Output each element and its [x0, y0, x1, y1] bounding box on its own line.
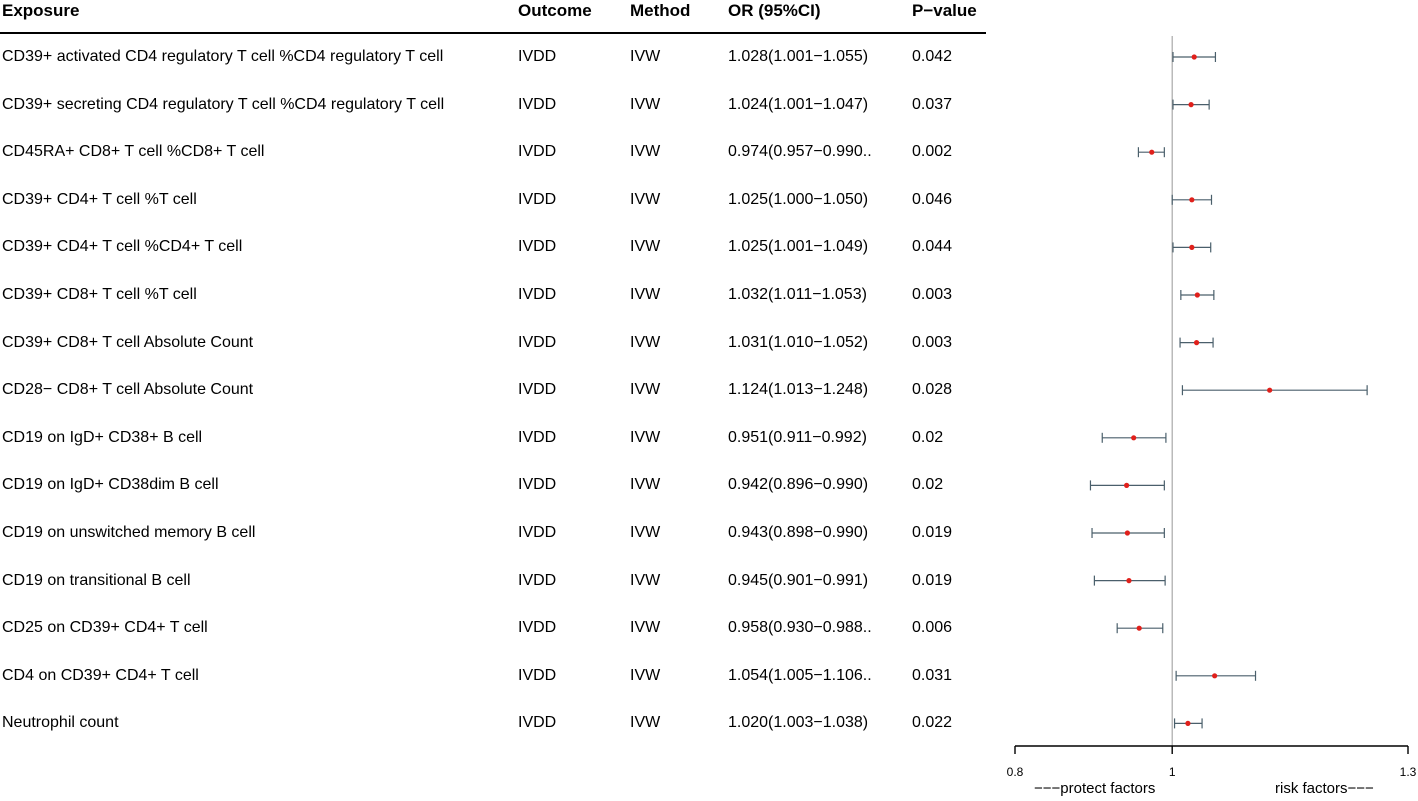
exposure-cell: CD39+ CD8+ T cell Absolute Count	[2, 333, 254, 351]
x-axis-tick-label: 1.3	[1399, 765, 1417, 779]
p-value-cell: 0.003	[912, 333, 953, 351]
header-exposure: Exposure	[2, 1, 80, 20]
or-point	[1212, 673, 1217, 678]
or-ci-cell: 1.020(1.003−1.038)	[728, 714, 869, 732]
p-value-cell: 0.002	[912, 143, 953, 161]
header-p-value: P−value	[912, 1, 977, 20]
p-value-cell: 0.037	[912, 95, 953, 113]
outcome-cell: IVDD	[518, 666, 557, 684]
exposure-cell: CD39+ CD4+ T cell %T cell	[2, 190, 197, 208]
or-point	[1192, 54, 1197, 59]
or-point	[1126, 578, 1131, 583]
header-outcome: Outcome	[518, 1, 592, 20]
method-cell: IVW	[630, 95, 661, 113]
or-point	[1149, 150, 1154, 155]
method-cell: IVW	[630, 428, 661, 446]
or-point	[1195, 292, 1200, 297]
header-method: Method	[630, 1, 691, 20]
outcome-cell: IVDD	[518, 333, 557, 351]
exposure-cell: CD39+ activated CD4 regulatory T cell %CD4 regulatory T cell	[2, 48, 444, 65]
or-ci-cell: 0.958(0.930−0.988..	[728, 619, 872, 637]
exposure-cell: CD39+ secreting CD4 regulatory T cell %CD4 regulatory T cell	[2, 95, 445, 113]
or-ci-cell: 1.032(1.011−1.053)	[728, 286, 867, 303]
x-axis-tick-label: 0.8	[1006, 765, 1024, 779]
or-ci-cell: 0.943(0.898−0.990)	[728, 524, 869, 541]
p-value-cell: 0.02	[912, 476, 944, 494]
method-cell: IVW	[630, 476, 661, 494]
or-point	[1194, 340, 1199, 345]
method-cell: IVW	[630, 619, 661, 637]
forest-plot	[990, 0, 1418, 801]
outcome-cell: IVDD	[518, 95, 557, 113]
method-cell: IVW	[630, 143, 661, 161]
exposure-cell: Neutrophil count	[2, 714, 119, 732]
method-cell: IVW	[630, 238, 661, 256]
or-ci-cell: 0.974(0.957−0.990..	[728, 143, 872, 161]
outcome-cell: IVDD	[518, 619, 557, 637]
or-ci-cell: 0.945(0.901−0.991)	[728, 571, 869, 589]
exposure-cell: CD25 on CD39+ CD4+ T cell	[2, 619, 208, 637]
or-ci-cell: 1.028(1.001−1.055)	[728, 48, 869, 65]
or-point	[1185, 721, 1190, 726]
outcome-cell: IVDD	[518, 190, 557, 208]
exposure-cell: CD45RA+ CD8+ T cell %CD8+ T cell	[2, 143, 265, 161]
method-cell: IVW	[630, 333, 661, 351]
method-cell: IVW	[630, 381, 661, 399]
p-value-cell: 0.022	[912, 714, 953, 732]
p-value-cell: 0.031	[912, 666, 953, 684]
exposure-cell: CD39+ CD8+ T cell %T cell	[2, 286, 197, 303]
or-point	[1189, 197, 1194, 202]
or-ci-cell: 1.025(1.001−1.049)	[728, 238, 869, 256]
or-point	[1125, 530, 1130, 535]
p-value-cell: 0.006	[912, 619, 953, 637]
exposure-cell: CD28− CD8+ T cell Absolute Count	[2, 381, 254, 399]
or-point	[1124, 483, 1129, 488]
or-ci-cell: 1.031(1.010−1.052)	[728, 333, 869, 351]
or-ci-cell: 1.025(1.000−1.050)	[728, 190, 869, 208]
outcome-cell: IVDD	[518, 571, 557, 589]
outcome-cell: IVDD	[518, 143, 557, 161]
p-value-cell: 0.02	[912, 428, 944, 446]
or-ci-cell: 0.942(0.896−0.990)	[728, 476, 869, 494]
method-cell: IVW	[630, 714, 661, 732]
x-axis-tick-label: 1	[1168, 765, 1176, 779]
or-point	[1267, 388, 1272, 393]
header-or-ci: OR (95%CI)	[728, 1, 821, 20]
exposure-cell: CD19 on transitional B cell	[2, 571, 191, 589]
p-value-cell: 0.042	[912, 48, 953, 65]
or-ci-cell: 1.124(1.013−1.248)	[728, 381, 869, 399]
or-ci-cell: 1.054(1.005−1.106..	[728, 666, 872, 684]
outcome-cell: IVDD	[518, 714, 557, 732]
p-value-cell: 0.019	[912, 571, 953, 589]
risk-factors-caption: risk factors−−−	[1275, 780, 1374, 797]
p-value-cell: 0.003	[912, 286, 953, 303]
or-ci-cell: 1.024(1.001−1.047)	[728, 95, 869, 113]
p-value-cell: 0.046	[912, 190, 953, 208]
exposure-cell: CD39+ CD4+ T cell %CD4+ T cell	[2, 238, 243, 256]
outcome-cell: IVDD	[518, 476, 557, 494]
exposure-cell: CD19 on IgD+ CD38dim B cell	[2, 476, 219, 494]
or-point	[1131, 435, 1136, 440]
method-cell: IVW	[630, 571, 661, 589]
outcome-cell: IVDD	[518, 238, 557, 256]
exposure-cell: CD19 on IgD+ CD38+ B cell	[2, 428, 203, 446]
method-cell: IVW	[630, 48, 661, 65]
or-point	[1189, 245, 1194, 250]
header-rule	[0, 32, 986, 34]
outcome-cell: IVDD	[518, 48, 557, 65]
exposure-cell: CD4 on CD39+ CD4+ T cell	[2, 666, 199, 684]
outcome-cell: IVDD	[518, 428, 557, 446]
outcome-cell: IVDD	[518, 381, 557, 399]
exposure-cell: CD19 on unswitched memory B cell	[2, 524, 256, 541]
p-value-cell: 0.044	[912, 238, 953, 256]
or-point	[1188, 102, 1193, 107]
or-point	[1137, 626, 1142, 631]
method-cell: IVW	[630, 524, 661, 541]
p-value-cell: 0.019	[912, 524, 953, 541]
method-cell: IVW	[630, 666, 661, 684]
outcome-cell: IVDD	[518, 286, 557, 303]
method-cell: IVW	[630, 190, 661, 208]
or-ci-cell: 0.951(0.911−0.992)	[728, 428, 867, 446]
p-value-cell: 0.028	[912, 381, 953, 399]
outcome-cell: IVDD	[518, 524, 557, 541]
method-cell: IVW	[630, 286, 661, 303]
protect-factors-caption: −−−protect factors	[1034, 780, 1156, 797]
